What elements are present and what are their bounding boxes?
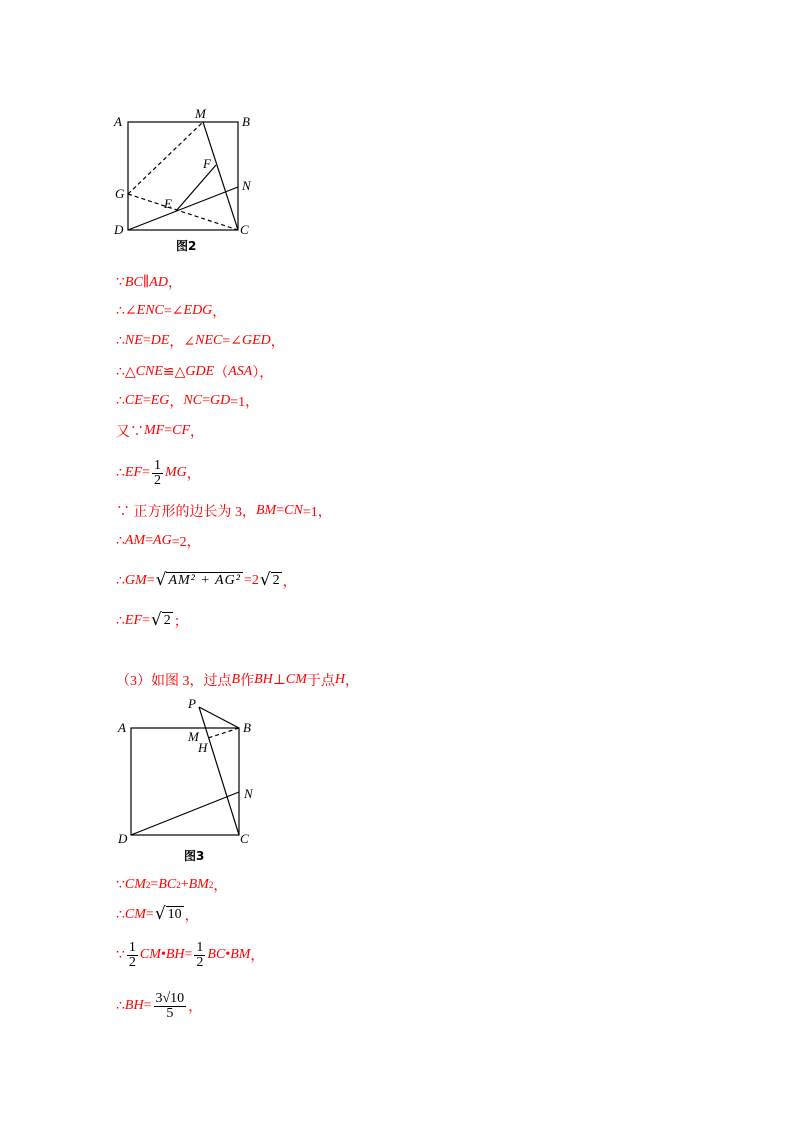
label-e: E [164,196,172,211]
sqrt-2: √ 2 [259,570,280,591]
label-h3: H [198,740,208,755]
segment-dn [128,187,238,230]
label-c3: C [240,831,249,846]
figure-3-caption: 图3 [184,849,205,863]
label-d3: D [118,831,128,846]
step-2-4: ∴△ CNE ≌△ GDE （ ASA ）， [116,364,274,381]
segment-bh-dashed [208,728,239,738]
segment-mc [203,122,238,230]
step-3-1: ∵ CM 2 = BC 2 + BM 2 ， [116,877,228,894]
step-2-11: ∴ EF = √ 2 ； [116,610,188,631]
step-2-8: ∵ 正方形的边长为 3， BM = CN =1， [116,503,332,520]
step-2-1: ∵ BC∥AD ， [116,274,182,291]
label-f: F [203,156,211,171]
step-3-3: ∵ $\frac{1}{2}$ CM•BH = $\frac{1}{2}$ BC•BM ， [116,939,265,970]
label-m3: M [188,729,199,744]
fraction-half: $\frac{1}{2}$ [153,457,161,488]
segment-pc [199,707,239,835]
fraction-bh: $\frac{3√10}{5}$ [155,990,185,1021]
label-m: M [195,106,206,121]
label-p: P [188,696,196,711]
step-2-7: ∴ EF = $\frac{1}{2}$ MG ， [116,457,201,488]
sqrt-am2-ag2: √ AM² + AG² [155,570,241,591]
label-a3: A [118,720,126,735]
label-n3: N [244,786,253,801]
step-2-5: ∴ CE = EG ， NC = GD =1， [116,393,260,410]
step-3-4: ∴ BH = $\frac{3√10}{5}$ ， [116,990,203,1021]
segment-dn-3 [131,792,239,835]
sqrt-2b: √ 2 [150,610,171,631]
square-abcd [128,122,238,230]
sqrt-10: √ 10 [154,904,182,925]
figure-2-caption: 图2 [176,239,197,253]
label-b3: B [243,720,251,735]
step-2-9: ∴ AM = AG =2， [116,533,201,550]
step-2-3: ∴ NE = DE ，∠ NEC =∠ GED ， [116,333,285,350]
segment-gm-dashed [128,122,203,194]
segment-ef [176,165,216,211]
fraction-half-1: $\frac{1}{2}$ [128,939,136,970]
fraction-half-2: $\frac{1}{2}$ [196,939,204,970]
label-d: D [114,222,124,237]
label-g: G [115,186,125,201]
label-c: C [240,222,249,237]
segment-gc-dashed [128,194,238,230]
step-3-2: ∴ CM = √ 10 ， [116,904,199,925]
figure-2 [108,104,268,254]
step-2-2: ∴∠ ENC =∠ EDG ， [116,303,227,320]
label-n: N [242,178,251,193]
label-b: B [242,114,250,129]
label-a: A [114,114,122,129]
part-3-intro: （3）如图 3，过点 B 作 BH ⊥ CM 于点 H ， [116,672,360,689]
step-2-10: ∴ GM = √ AM² + AG² =2 √ 2 ， [116,570,297,591]
step-2-6: 又∵ MF = CF ， [116,423,205,440]
figure-3 [108,694,278,870]
